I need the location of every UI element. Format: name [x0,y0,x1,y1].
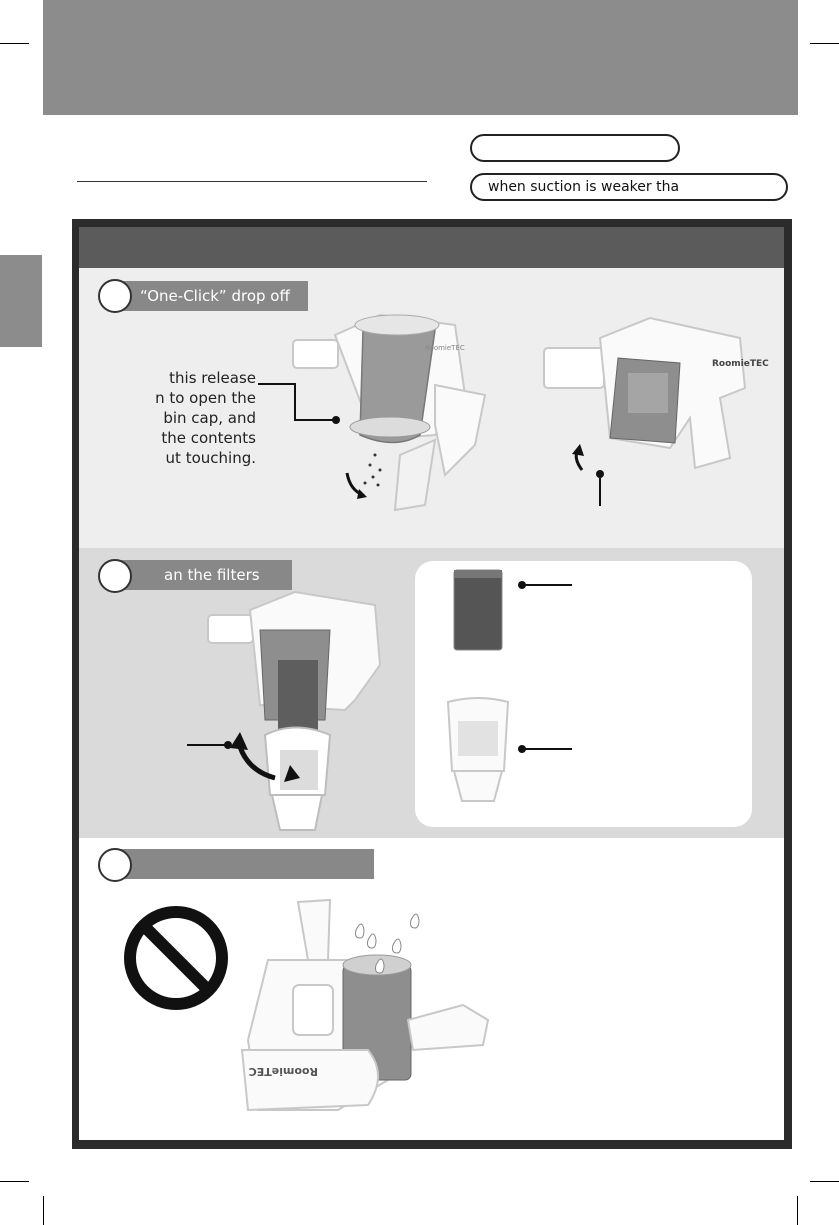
side-tab [0,255,42,347]
callout-leader [258,383,296,385]
step-3-number [98,848,132,882]
prohibited-sign-icon [122,904,230,1012]
callout-leader [522,584,572,586]
panel-title [79,238,91,257]
tip-pill-2 [470,173,788,201]
svg-text:RoomieTEC: RoomieTEC [248,1065,318,1078]
callout-leader [187,744,227,746]
header-bar [43,0,798,115]
step-1-number [98,279,132,313]
vacuum-bin-open-illustration [285,305,495,515]
step-1-label: “One-Click” drop off [140,287,290,305]
vacuum-washing-illustration [238,900,493,1115]
crop-mark [0,43,29,44]
crop-mark [43,1196,44,1225]
step-1-callout [120,368,256,468]
callout-leader [599,474,601,506]
callout-dot [332,416,340,424]
svg-text:RoomieTEC: RoomieTEC [712,359,769,369]
callout-line: the contents [161,429,256,447]
svg-text:RoomieTEC: RoomieTEC [425,344,465,352]
crop-mark [810,1181,839,1182]
callout-line: n to open the [155,389,256,407]
callout-line: bin cap, and [163,409,256,427]
callout-leader [294,419,336,421]
crop-mark [810,43,839,44]
tip-text-2: when suction is weaker tha [488,179,680,195]
callout-dot [224,741,232,749]
callout-leader [294,383,296,421]
step-2-label-bar [116,560,292,590]
crop-mark [0,1181,29,1182]
title-underline [77,181,427,182]
step-3-label-bar [116,849,374,879]
step-2-label: an the filters [164,566,260,584]
hepa-filter-icon [448,568,508,653]
tip-pill-1 [470,134,680,162]
callout-line: ut touching. [165,449,256,467]
step-2-number [98,559,132,593]
step-1-label-bar [116,281,308,311]
crop-mark [797,1196,798,1225]
vacuum-filter-removal-illustration [200,590,390,835]
panel-header [79,227,784,268]
vacuum-closed-illustration [540,318,769,478]
callout-leader [522,748,572,750]
callout-line: this release [169,369,256,387]
mesh-filter-icon [444,696,512,806]
